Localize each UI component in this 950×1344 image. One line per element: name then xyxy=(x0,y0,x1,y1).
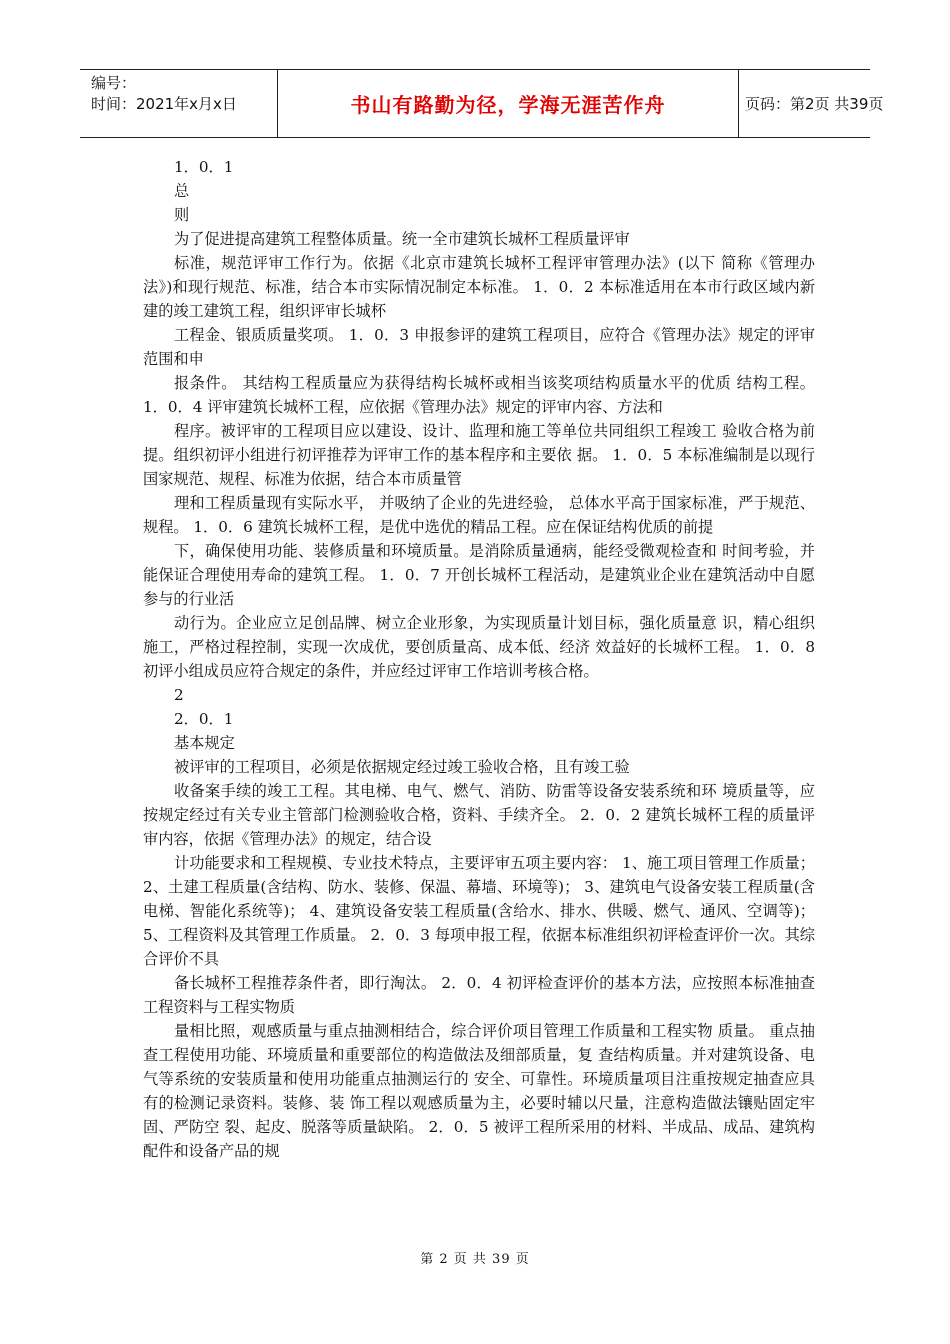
paragraph: 量相比照，观感质量与重点抽测相结合，综合评价项目管理工作质量和工程实物 质量。 重点抽查工程使用功能、环境质量和重要部位的构造做法及细部质量，复 查结构质量。并对建筑设备、电气等系统的安装质量和使用功能重点抽测运行的 安全、可靠性。环境质量项目注重按规定抽查应具有的检测记录资料。装修、装 饰工程以观感质量为主，必要时辅以尺量，注意构造做法镶贴固定牢固、严防空 裂、起皮、脱落等质量缺陷。 2．0．5 被评工程所采用的材料、半成品、成品、建筑构配件和设备产品的规 xyxy=(143,1022,815,1160)
section-title-part: 总 xyxy=(174,182,190,200)
paragraph: 工程金、银质质量奖项。 1．0．3 申报参评的建筑工程项目，应符合《管理办法》规定的评审范围和申 xyxy=(143,326,815,368)
header-motto-cell xyxy=(277,70,739,137)
paragraph: 报条件。 其结构工程质量应为获得结构长城杯或相当该奖项结构质量水平的优质 结构工程。 1．0．4 评审建筑长城杯工程，应依据《管理办法》规定的评审内容、方法和 xyxy=(143,374,815,416)
paragraph: 为了促进提高建筑工程整体质量。统一全市建筑长城杯工程质量评审 xyxy=(174,230,630,248)
doc-date-label: 时间：2021年x月x日 xyxy=(91,95,237,113)
doc-number-label: 编号： xyxy=(91,74,137,92)
paragraph: 动行为。企业应立足创品牌、树立企业形象，为实现质量计划目标，强化质量意 识，精心组织施工，严格过程控制，实现一次成优，要创质量高、成本低、经济 效益好的长城杯工程。 1．0．8 初评小组成员应符合规定的条件，并应经过评审工作培训考核合格。 xyxy=(143,614,815,680)
section-title: 基本规定 xyxy=(174,734,235,752)
document-body xyxy=(143,155,815,1163)
paragraph: 计功能要求和工程规模、专业技术特点，主要评审五项主要内容： 1、施工项目管理工作质量； 2、土建工程质量(含结构、防水、装修、保温、幕墙、环境等)； 3、建筑电气设备安装工程质量(含电梯、智能化系统等)； 4、建筑设备安装工程质量(含给水、排水、供暖、燃气、通风、空调等)； 5、工程资料及其管理工作质量。 2．0．3 每项申报工程，依据本标准组织初评检查评价一次。其综合评价不具 xyxy=(143,854,815,968)
section-title-part: 则 xyxy=(174,206,190,224)
paragraph: 标准，规范评审工作行为。依据《北京市建筑长城杯工程评审管理办法》(以下 简称《管理办法》)和现行规范、标准，结合本市实际情况制定本标准。 1．0．2 本标准适用在本市行政区域内新建的竣工建筑工程，组织评审长城杯 xyxy=(143,254,815,320)
paragraph: 下，确保使用功能、装修质量和环境质量。是消除质量通病，能经受微观检查和 时间考验，并能保证合理使用寿命的建筑工程。 1．0．7 开创长城杯工程活动，是建筑业企业在建筑活动中自愿参与的行业活 xyxy=(143,542,815,608)
page-header xyxy=(80,69,884,138)
header-motto: 书山有路勤为径，学海无涯苦作舟 xyxy=(350,93,666,117)
paragraph: 理和工程质量现有实际水平， 并吸纳了企业的先进经验， 总体水平高于国家标准，严于规范、规程。 1．0．6 建筑长城杯工程，是优中选优的精品工程。应在保证结构优质的前提 xyxy=(143,494,815,536)
paragraph: 收备案手续的竣工工程。其电梯、电气、燃气、消防、防雷等设备安装系统和环 境质量等，应按规定经过有关专业主管部门检测验收合格，资料、手续齐全。 2．0．2 建筑长城杯工程的质量评审内容，依据《管理办法》的规定，结合设 xyxy=(143,782,815,848)
section-number: 1．0．1 xyxy=(174,158,234,176)
paragraph: 被评审的工程项目，必须是依据规定经过竣工验收合格，且有竣工验 xyxy=(174,758,630,776)
page-footer: 第 2 页 共 39 页 xyxy=(420,1252,530,1267)
section-number: 2．0．1 xyxy=(174,710,234,728)
paragraph: 程序。被评审的工程项目应以建设、设计、监理和施工等单位共同组织工程竣工 验收合格为前提。组织初评小组进行初评推荐为评审工作的基本程序和主要依 据。 1．0．5 本标准编制是以现行国家规范、规程、标准为依据，结合本市质量管 xyxy=(143,422,815,488)
paragraph: 备长城杯工程推荐条件者，即行淘汰。 2．0．4 初评检查评价的基本方法，应按照本标准抽查工程资料与工程实物质 xyxy=(143,974,815,1016)
chapter-number: 2 xyxy=(174,686,184,704)
header-meta xyxy=(80,70,277,140)
header-page-number: 页码：第2页 共39页 xyxy=(745,95,884,113)
